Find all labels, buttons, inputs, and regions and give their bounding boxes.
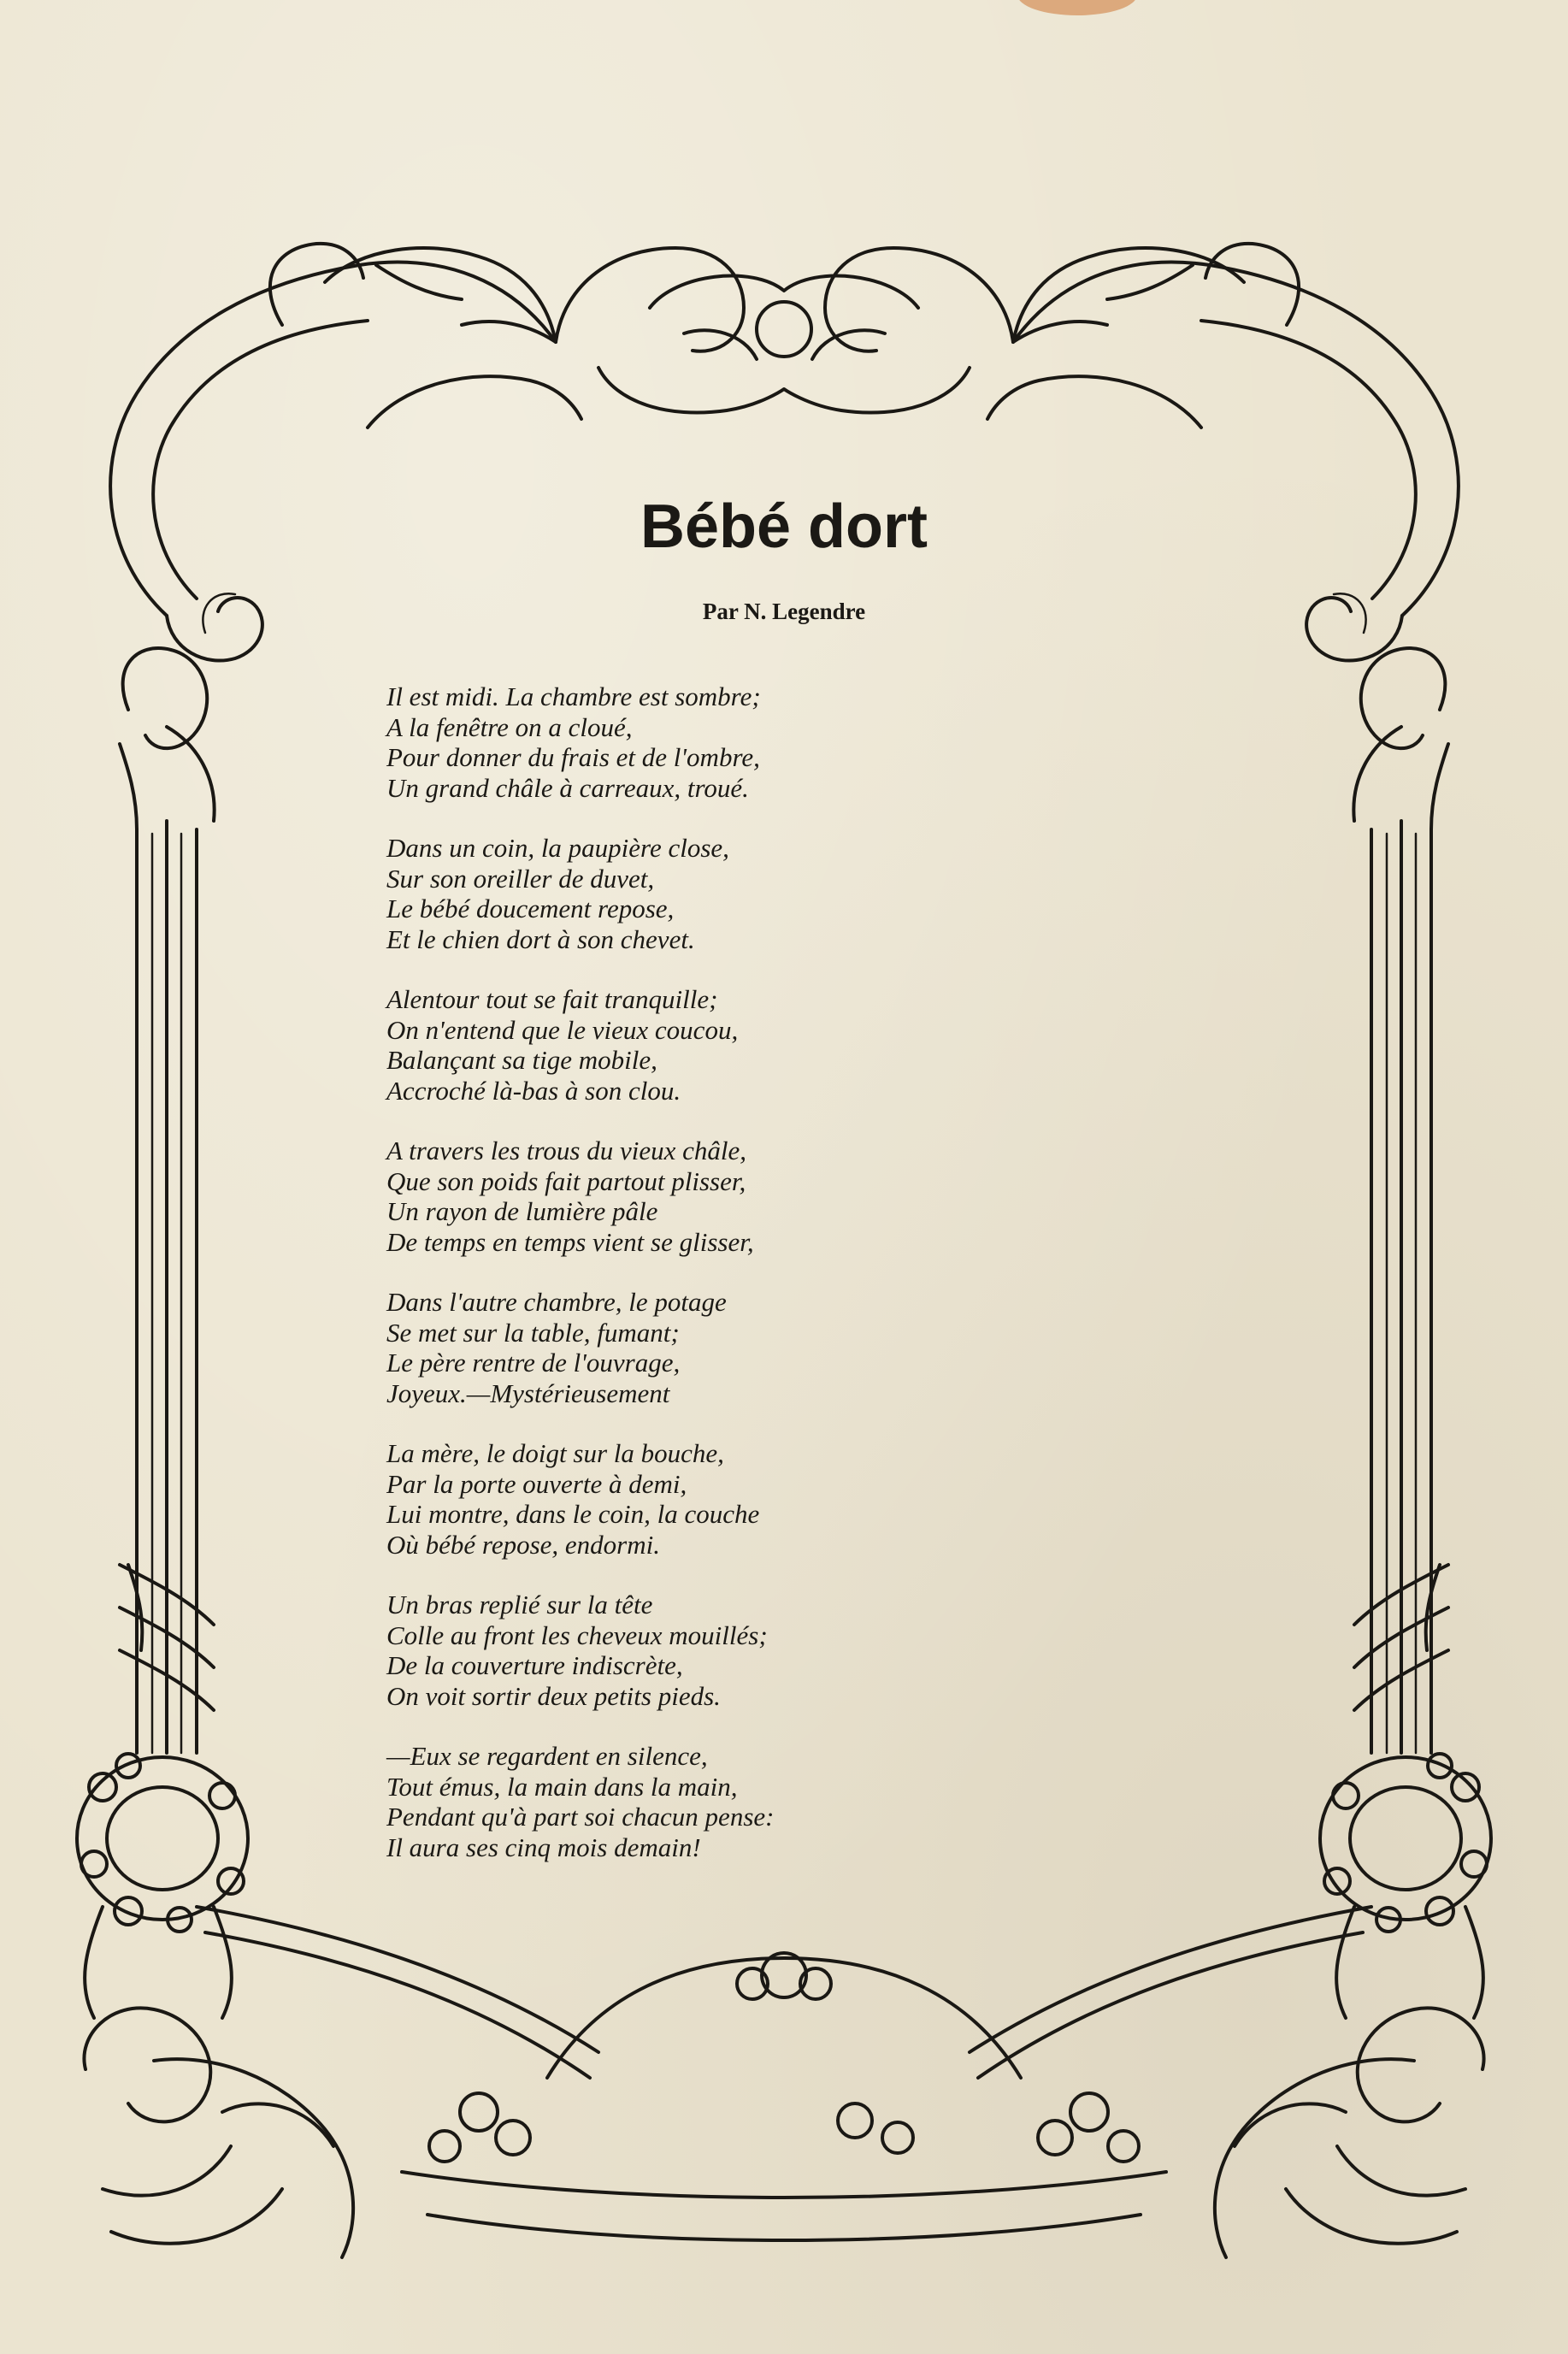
- poem-line: Pour donner du frais et de l'ombre,: [386, 742, 760, 772]
- poem-line: Se met sur la table, fumant;: [386, 1317, 680, 1348]
- poem-line: De temps en temps vient se glisser,: [386, 1226, 754, 1257]
- poem-line: On voit sortir deux petits pieds.: [386, 1680, 721, 1711]
- poem-line: Le bébé doucement repose,: [386, 894, 675, 923]
- poem-line: Lui montre, dans le coin, la couche: [386, 1499, 760, 1529]
- stanza: [386, 1136, 934, 1257]
- poem-line: Que son poids fait partout plisser,: [386, 1165, 746, 1196]
- stanza: [386, 1590, 934, 1711]
- poem-byline: Par N. Legendre: [702, 599, 866, 624]
- poem-line: Alentour tout se fait tranquille;: [386, 984, 718, 1014]
- poem-line: De la couverture indiscrète,: [386, 1650, 683, 1680]
- poem-line: Sur son oreiller de duvet,: [386, 863, 655, 894]
- poem-line: Dans l'autre chambre, le potage: [386, 1287, 727, 1317]
- poem-title: Bébé dort: [640, 493, 928, 561]
- poem-line: Il aura ses cinq mois demain!: [386, 1832, 701, 1862]
- stanza: [386, 1438, 934, 1560]
- stanza: [386, 984, 934, 1106]
- poem-line: A la fenêtre on a cloué,: [386, 711, 633, 742]
- poem-line: A travers les trous du vieux châle,: [386, 1136, 746, 1165]
- poem-line: Balançant sa tige mobile,: [386, 1045, 657, 1075]
- poem-line: Colle au front les cheveux mouillés;: [386, 1619, 768, 1650]
- poem-body: [386, 681, 934, 1892]
- stanza: [386, 1741, 934, 1862]
- poem-line: Dans un coin, la paupière close,: [386, 833, 729, 863]
- poem-line: Par la porte ouverte à demi,: [386, 1468, 687, 1499]
- poem-line: —Eux se regardent en silence,: [386, 1741, 708, 1771]
- poem-line: Accroché là-bas à son clou.: [386, 1075, 681, 1106]
- poem-line: Un bras replié sur la tête: [386, 1590, 653, 1619]
- poem-line: Il est midi. La chambre est sombre;: [386, 681, 761, 711]
- stanza: [386, 681, 934, 803]
- stanza: [386, 1287, 934, 1408]
- poem-line: Et le chien dort à son chevet.: [386, 923, 695, 954]
- poem-line: Joyeux.—Mystérieusement: [386, 1378, 670, 1408]
- poem-line: Un grand châle à carreaux, troué.: [386, 772, 749, 803]
- poem-line: Où bébé repose, endormi.: [386, 1529, 660, 1560]
- poem-line: Un rayon de lumière pâle: [386, 1196, 658, 1226]
- poem-line: Tout émus, la main dans la main,: [386, 1771, 738, 1802]
- poem-line: Pendant qu'à part soi chacun pense:: [386, 1802, 775, 1832]
- poem-line: On n'entend que le vieux coucou,: [386, 1014, 739, 1045]
- stanza: [386, 833, 934, 954]
- poem-line: La mère, le doigt sur la bouche,: [386, 1438, 724, 1468]
- poem-line: Le père rentre de l'ouvrage,: [386, 1348, 681, 1378]
